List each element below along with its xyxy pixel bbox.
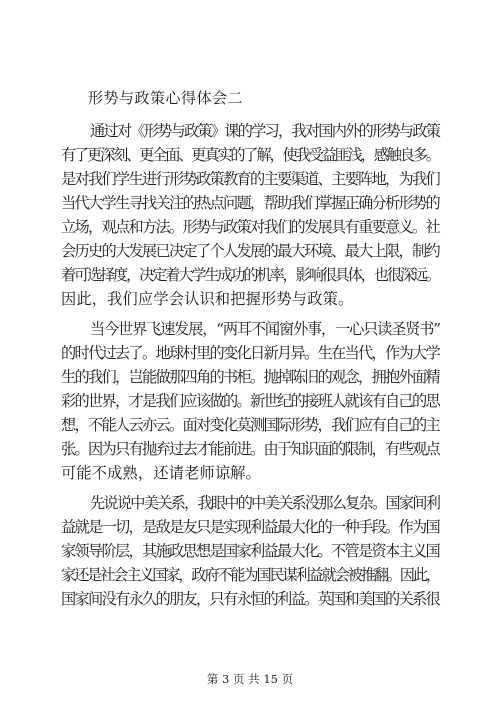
paragraph-2-line-7: 可能不成熟，还请老师谅解。: [61, 464, 262, 482]
paragraph-1-line-6: 会历史的大发展已决定了个人发展的最大环境、最大上限，制约: [61, 242, 439, 260]
paragraph-1-line-8: 因此，我们应学会认识和把握形势与政策。: [61, 290, 354, 308]
paragraph-2-line-2: 的时代过去了。地球村里的变化日新月异。生在当代，作为大学: [61, 344, 439, 362]
paragraph-3-line-2: 益就是一切，是敌是友只是实现利益最大化的一种手段。作为国: [61, 518, 439, 536]
paragraph-1-line-2: 有了更深刻、更全面、更真实的了解，使我受益匪浅，感触良多。: [61, 146, 439, 164]
paragraph-3-line-1: 先说说中美关系，我眼中的中美关系没那么复杂。国家间利: [90, 494, 440, 512]
paragraph-1-line-3: 是对我们学生进行形势政策教育的主要渠道、主要阵地，为我们: [61, 170, 439, 188]
paragraph-1-line-4: 当代大学生寻找关注的热点问题，帮助我们掌握正确分析形势的: [61, 194, 439, 212]
paragraph-2-line-1: 当今世界飞速发展，“两耳不闻窗外事，一心只读圣贤书”: [90, 320, 440, 338]
page-footer: 第 3 页 共 15 页: [206, 672, 294, 686]
paragraph-2-line-3: 生的我们，岂能做那四角的书柜。抛掉陈旧的观念，拥抱外面精: [61, 368, 439, 386]
paragraph-1-line-1: 通过对《形势与政策》课的学习，我对国内外的形势与政策: [90, 122, 440, 140]
paragraph-3-line-5: 国家间没有永久的朋友，只有永恒的利益。英国和美国的关系很: [61, 590, 439, 608]
paragraph-1-line-5: 立场，观点和方法。形势与政策对我们的发展具有重要意义。社: [61, 218, 439, 236]
paragraph-3-line-4: 家还是社会主义国家，政府不能为国民谋利益就会被推翻。因此，: [61, 566, 439, 584]
paragraph-2-line-4: 彩的世界，才是我们应该做的。新世纪的接班人就该有自己的思: [61, 392, 439, 410]
paragraph-2-line-6: 张。因为只有抛弃过去才能前进。由于知识面的限制，有些观点: [61, 440, 439, 458]
paragraph-1-line-7: 着可选择度，决定着大学生成功的机率，影响很具体，也很深远。: [61, 266, 439, 284]
paragraph-2-line-5: 想，不能人云亦云。面对变化莫测国际形势，我们应有自己的主: [61, 416, 439, 434]
document-title: 形势与政策心得体会二: [88, 89, 244, 107]
paragraph-3-line-3: 家领导阶层，其施政思想是国家利益最大化。不管是资本主义国: [61, 542, 439, 560]
